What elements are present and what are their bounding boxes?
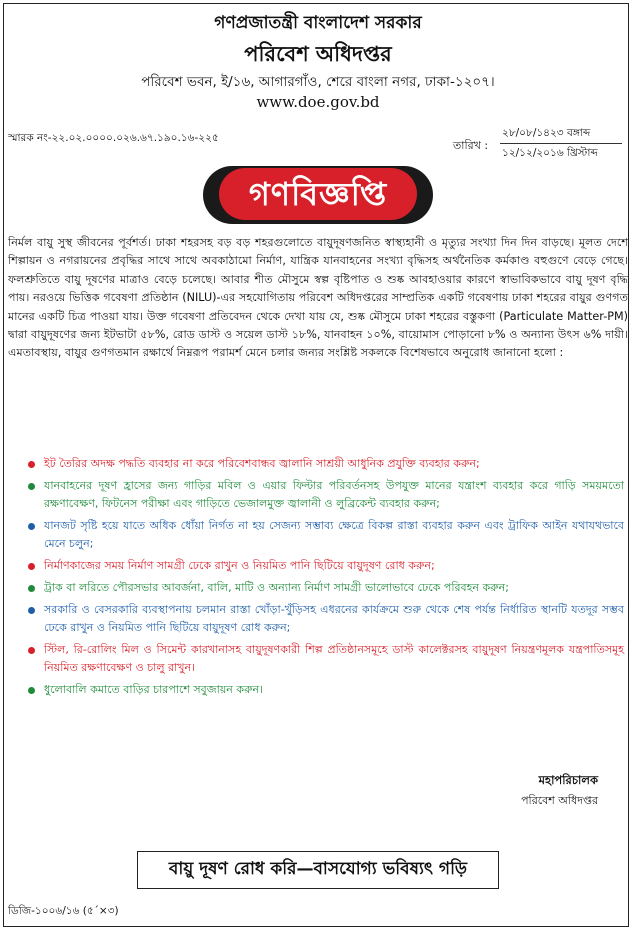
date-divider (500, 143, 622, 144)
list-item (28, 601, 624, 637)
intro-paragraph: নির্মল বায়ু সুস্থ জীবনের পূর্বশর্ত। ঢাকা শহরসহ বড় বড় শহরগুলোতে বায়ুদূষণজনিত স্বাস্থ্যহানী ও মৃত্যুর সংখ্যা দিন দিন বাড়ছে। মূলত দেশে শিল্পায়ন ও নগরায়নের প্রবৃদ্ধির সাথে সাথে অবকাঠামো নির্মাণ, যান্ত্রিক যানবাহনের সংখ্যা বৃদ্ধিসহ অর্থনৈতিক কর্মকাণ্ড বহুগুণে বেড়ে গেছে। ফলশ্রুতিতে বায়ু দূষণের মাত্রাও বেড়ে চলেছে। আবার শীত মৌসুমে স্বল্প বৃষ্টিপাত ও শুষ্ক আবহাওয়ার কারণে স্বাভাবিকভাবে বায়ু দূষণ বৃদ্ধি পায়। নরওয়ে ভিত্তিক গবেষণা প্রতিষ্ঠান (NILU)-এর সহযোগিতায় পরিবেশ অধিদপ্তরের সাম্প্রতিক একটি গবেষণায় ঢাকা শহরের বায়ুর গুণগত মানের একটি চিত্র পাওয়া যায়। উক্ত গবেষণা প্রতিবেদন থেকে দেখা যায় যে, শুষ্ক মৌসুমে ঢাকা শহরের বস্তুকণা (Particulate Matter-PM) দ্বারা বায়ুদূষণের জন্য ইটভাটা ৫৮%, রোড ডাস্ট ও সয়েল ডাস্ট ১৮%, যানবাহন ১০%, বায়োমাস পোড়ানো ৮% ও অন্যান্য উৎস ৬% দায়ী। এমতাবস্থায়, বায়ুর গুণগতমান রক্ষার্থে নিম্নরূপ পরামর্শ মেনে চলার জন্যর সংশ্লিষ্ট সকলকে বিশেষভাবে অনুরোধ জানানো হলো : (8, 236, 628, 360)
list-item-text: ধুলোবালি কমাতে বাড়ির চারপাশে সবুজায়ন করুন। (44, 683, 264, 696)
list-item-text: সরকারি ও বেসরকারি ব্যবস্থাপনায় চলমান রাস্তা খোঁড়া-খুঁড়িসহ এধরনের কার্যক্রমে শুরু থেকে শেষ পর্যন্ত নির্ধারিত স্থানটি যতদূর সম্ভব ঢেকে রাখুন ও নিয়মিত পানি ছিটিয়ে বায়ুদূষণ রোধ করুন; (44, 603, 624, 634)
signatory-title: মহাপরিচালক (538, 773, 598, 787)
list-item (28, 477, 624, 513)
list-item (28, 455, 624, 473)
date-bangla: ২৮/০৮/১৪২৩ বঙ্গাব্দ (502, 127, 591, 139)
list-item (28, 517, 624, 553)
website-link[interactable]: www.doe.gov.bd (256, 93, 380, 111)
notice-title: গণবিজ্ঞপ্তি (219, 168, 417, 220)
office-address: পরিবেশ ভবন, ই/১৬, আগারগাঁও, শেরে বাংলা নগর, ঢাকা-১২০৭। (141, 74, 495, 90)
bullet-dot-icon (28, 687, 35, 694)
bullet-dot-icon (28, 585, 35, 592)
footer-code: ডিজি-১০০৬/১৬ (৫´×৩) (8, 905, 119, 917)
memo-number: স্মারক নং-২২.০২.০০০০.০২৬.৬৭.১৯০.১৬-২২৫ (8, 132, 219, 144)
list-item-text: ইট তৈরির অদক্ষ পদ্ধতি ব্যবহার না করে পরিবেশবান্ধব জ্বালানি সাশ্রয়ী আধুনিক প্রযুক্তি ব্যবহার করুন; (44, 457, 480, 470)
bullet-dot-icon (28, 647, 35, 654)
list-item (28, 681, 624, 699)
date-label: তারিখ : (453, 139, 489, 152)
list-item-text: স্টিল, রি-রোলিং মিল ও সিমেন্ট কারখানাসহ বায়ুদূষণকারী শিল্প প্রতিষ্ঠানসমূহে ডাস্ট কালেক্টরসহ বায়ুদূষণ নিয়ন্ত্রণমূলক যন্ত্রপাতিসমূহ নিয়মিত রক্ষণাবেক্ষণ ও চালু রাখুন। (44, 643, 624, 674)
list-item-text: ট্রাক বা লরিতে পৌরসভার আবর্জনা, বালি, মাটি ও অন্যান্য নির্মাণ সামগ্রী ভালোভাবে ঢেকে পরিবহন করুন; (44, 581, 509, 594)
list-item-text: যানজট সৃষ্টি হয়ে যাতে অধিক ধোঁয়া নির্গত না হয় সেজন্য সম্ভাব্য ক্ষেত্রে বিকল্প রাস্তা ব্যবহার করুন এবং ট্রাফিক আইন যথাযথভাবে মেনে চলুন; (44, 519, 624, 550)
signatory-office: পরিবেশ অধিদপ্তর (521, 794, 598, 807)
bullet-dot-icon (28, 523, 35, 530)
list-item (28, 579, 624, 597)
list-item-text: যানবাহনের দূষণ হ্রাসের জন্য গাড়ির মবিল ও এয়ার ফিল্টার পরিবর্তনসহ উপযুক্ত মানের যন্ত্রাংশ ব্যবহার করে গাড়ি সময়মতো রক্ষণাবেক্ষণ, ফিটনেস পরীক্ষা এবং গাড়িতে ভেজালমুক্ত জ্বালানী ও লুব্রিকেন্ট ব্যবহার করুন; (44, 479, 624, 510)
slogan-box: বায়ু দূষণ রোধ করি—বাসযোগ্য ভবিষ্যৎ গড়ি (137, 851, 499, 889)
bullet-dot-icon (28, 607, 35, 614)
government-name: গণপ্রজাতন্ত্রী বাংলাদেশ সরকার (214, 13, 422, 33)
bullet-dot-icon (28, 483, 35, 490)
list-item (28, 641, 624, 677)
date-gregorian: ১২/১২/২০১৬ খ্রিস্টাব্দ (502, 147, 598, 159)
department-name: পরিবেশ অধিদপ্তর (244, 42, 392, 66)
bullet-dot-icon (28, 461, 35, 468)
list-item (28, 557, 624, 575)
list-item-text: নির্মাণকাজের সময় নির্মাণ সামগ্রী ঢেকে রাখুন ও নিয়মিত পানি ছিটিয়ে বায়ুদূষণ রোধ করুন; (44, 559, 435, 572)
recommendation-list (28, 455, 624, 703)
bullet-dot-icon (28, 563, 35, 570)
